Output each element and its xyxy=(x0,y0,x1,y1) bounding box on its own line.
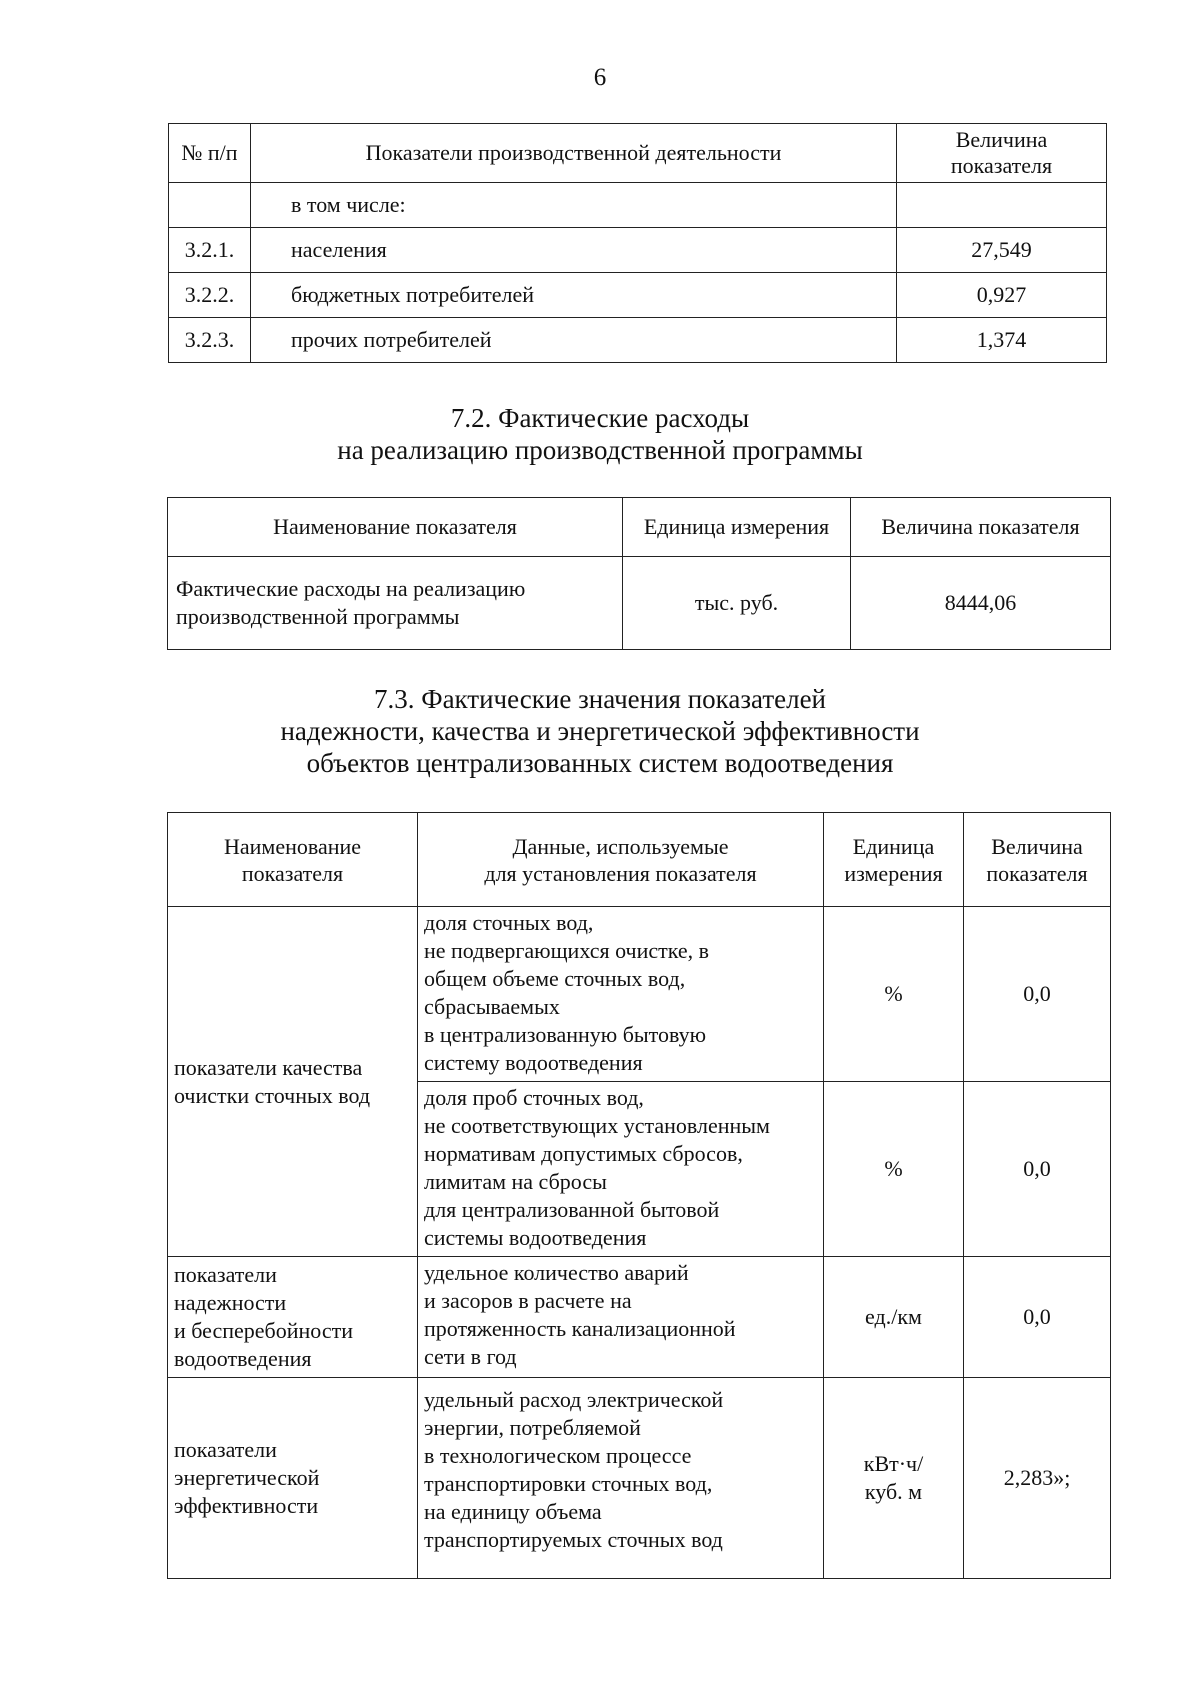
row-num xyxy=(169,183,251,228)
header-unit: Единица измерения xyxy=(623,498,851,557)
section-7-3-heading xyxy=(0,683,1200,779)
row-value: 1,374 xyxy=(897,318,1107,363)
row-indicator: населения xyxy=(251,228,897,273)
heading-line: 7.2. Фактические расходы xyxy=(450,403,750,433)
row-data: удельный расход электрической энергии, потребляемой в технологическом процессе транспортировки сточных вод, на единицу объема транспортируемых сточных вод xyxy=(418,1378,824,1579)
header-name: Наименование показателя xyxy=(168,813,418,907)
header-value: Величина показателя xyxy=(897,124,1107,183)
row-value: 0,927 xyxy=(897,273,1107,318)
header-num: № п/п xyxy=(169,124,251,183)
page-number: 6 xyxy=(593,64,607,91)
row-indicator: бюджетных потребителей xyxy=(251,273,897,318)
production-indicators-table xyxy=(168,123,1107,363)
row-num: 3.2.1. xyxy=(169,228,251,273)
table-row xyxy=(168,1378,1111,1579)
header-indicator: Показатели производственной деятельности xyxy=(251,124,897,183)
table-row xyxy=(169,183,1107,228)
row-name: Фактические расходы на реализацию производственной программы xyxy=(168,557,623,650)
row-unit: кВт·ч/ куб. м xyxy=(824,1378,964,1579)
table-row xyxy=(168,907,1111,1082)
row-name: показатели энергетической эффективности xyxy=(168,1378,418,1579)
header-name: Наименование показателя xyxy=(168,498,623,557)
heading-line: объектов централизованных систем водоотведения xyxy=(306,748,894,778)
row-value: 8444,06 xyxy=(851,557,1111,650)
row-unit: % xyxy=(824,1082,964,1257)
heading-line: 7.3. Фактические значения показателей xyxy=(373,684,827,714)
table-row xyxy=(169,318,1107,363)
header-unit: Единица измерения xyxy=(824,813,964,907)
table-row xyxy=(169,228,1107,273)
table-header-row xyxy=(168,498,1111,557)
row-indicator: прочих потребителей xyxy=(251,318,897,363)
header-data: Данные, используемые для установления показателя xyxy=(418,813,824,907)
row-num: 3.2.3. xyxy=(169,318,251,363)
row-value: 0,0 xyxy=(964,907,1111,1082)
row-name: показатели качества очистки сточных вод xyxy=(168,907,418,1257)
table-row xyxy=(168,557,1111,650)
row-value: 27,549 xyxy=(897,228,1107,273)
header-value: Величина показателя xyxy=(851,498,1111,557)
table-header-row xyxy=(169,124,1107,183)
row-unit: % xyxy=(824,907,964,1082)
table-row xyxy=(169,273,1107,318)
row-value: 0,0 xyxy=(964,1082,1111,1257)
row-value xyxy=(897,183,1107,228)
heading-line: на реализацию производственной программы xyxy=(337,435,863,465)
section-7-2-heading xyxy=(0,402,1200,466)
heading-line: надежности, качества и энергетической эффективности xyxy=(280,716,920,746)
row-value: 0,0 xyxy=(964,1257,1111,1378)
row-name: показатели надежности и бесперебойности водоотведения xyxy=(168,1257,418,1378)
header-value: Величина показателя xyxy=(964,813,1111,907)
table-header-row xyxy=(168,813,1111,907)
row-unit: ед./км xyxy=(824,1257,964,1378)
row-data: удельное количество аварий и засоров в расчете на протяженность канализационной сети в год xyxy=(418,1257,824,1378)
table-row xyxy=(168,1257,1111,1378)
reliability-quality-table xyxy=(167,812,1111,1579)
row-value: 2,283»; xyxy=(964,1378,1111,1579)
actual-expenses-table xyxy=(167,497,1111,650)
row-num: 3.2.2. xyxy=(169,273,251,318)
row-data: доля проб сточных вод, не соответствующих установленным нормативам допустимых сбросов, лимитам на сбросы для централизованной бытовой системы водоотведения xyxy=(418,1082,824,1257)
row-data: доля сточных вод, не подвергающихся очистке, в общем объеме сточных вод, сбрасываемых в централизованную бытовую систему водоотведения xyxy=(418,907,824,1082)
row-unit: тыс. руб. xyxy=(623,557,851,650)
row-indicator: в том числе: xyxy=(251,183,897,228)
